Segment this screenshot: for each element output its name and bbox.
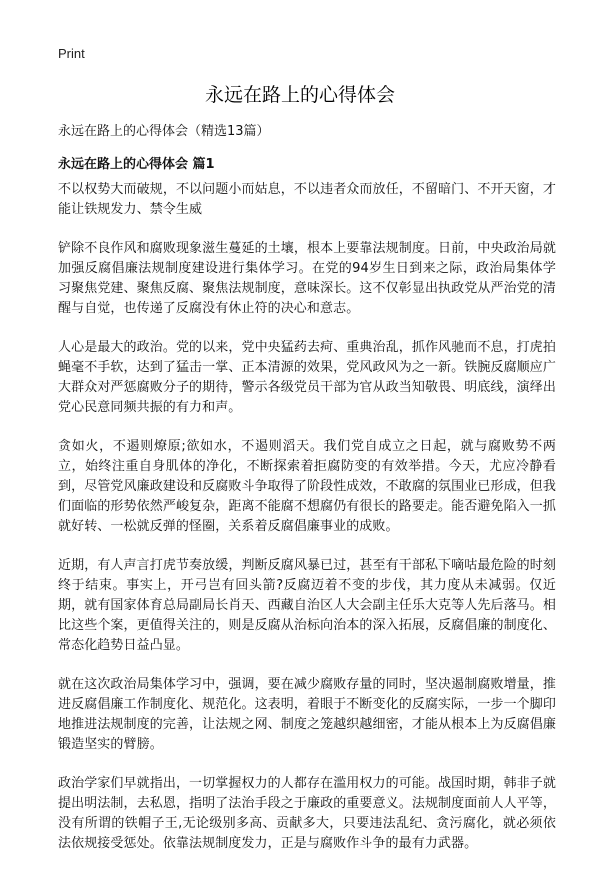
- article-body: [58, 180, 556, 873]
- paragraph: 近期，有人声言打虎节奏放缓，判断反腐风暴已过，甚至有干部私下嘀咕最危险的时刻终于结束。事实上，开弓岂有回头箭?反腐迈着不变的步伐，其力度从未减弱。仅近期，就有国家体育总局副局长肖天、西藏自治区人大会副主任乐大克等人先后落马。相比这些个案，更值得关注的，则是反腐从治标向治本的深入拓展，反腐倡廉的制度化、常态化趋势日益凸显。: [58, 558, 556, 653]
- document-title: 永远在路上的心得体会: [204, 84, 395, 106]
- paragraph: 不以权势大而破规，不以问题小而姑息，不以违者众而放任，不留暗门、不开天窗，才能让铁规发力、禁令生威: [58, 182, 556, 217]
- paragraph: 铲除不良作风和腐败现象滋生蔓延的土壤，根本上要靠法规制度。日前，中央政治局就加强反腐倡廉法规制度建设进行集体学习。在党的94岁生日到来之际，政治局集体学习聚焦党建、聚焦反腐、聚焦法规制度，意味深长。这不仅彰显出执政党从严治党的清醒与自觉，也传递了反腐没有休止符的决心和意志。: [58, 241, 556, 316]
- paragraph: 人心是最大的政治。党的以来，党中央猛药去疴、重典治乱，抓作风驰而不息，打虎拍蝇毫不手软，达到了猛击一掌、正本清源的效果，党风政风为之一新。铁腕反腐顺应广大群众对严惩腐败分子的期待，警示各级党员干部为官从政当知敬畏、明底线，演绎出党心民意同频共振的有力和声。: [58, 340, 556, 415]
- paragraph: 政治学家们早就指出，一切掌握权力的人都存在滥用权力的可能。战国时期，韩非子就提出明法制，去私恩，指明了法治手段之于廉政的重要意义。法规制度面前人人平等，没有所谓的铁帽子王,无论级别多高、贡献多大，只要违法乱纪、贪污腐化，就必须依法依规接受惩处。依靠法规制度发力，正是与腐败作斗争的最有力武器。: [58, 776, 556, 851]
- section-heading: 永远在路上的心得体会 篇1: [58, 157, 215, 172]
- document-subtitle: 永远在路上的心得体会（精选13篇）: [58, 124, 270, 139]
- paragraph: 就在这次政治局集体学习中，强调，要在减少腐败存量的同时，坚决遏制腐败增量，推进反腐倡廉工作制度化、规范化。这表明，着眼于不断变化的反腐实际，一步一个脚印地推进法规制度的完善，让法规之网、制度之笼越织越细密，才能从根本上为反腐倡廉锻造坚实的臂膀。: [58, 677, 556, 752]
- paragraph: 贪如火，不遏则燎原;欲如水，不遏则滔天。我们党自成立之日起，就与腐败势不两立，始终注重自身肌体的净化，不断探索着拒腐防变的有效举措。今天，尤应冷静看到，尽管党风廉政建设和反腐败斗争取得了阶段性成效，不敢腐的氛围业已形成，但我们面临的形势依然严峻复杂，距离不能腐不想腐仍有很长的路要走。能否避免陷入一抓就好转、一松就反弹的怪圈，关系着反腐倡廉事业的成败。: [58, 439, 556, 534]
- print-link[interactable]: Print: [58, 46, 85, 61]
